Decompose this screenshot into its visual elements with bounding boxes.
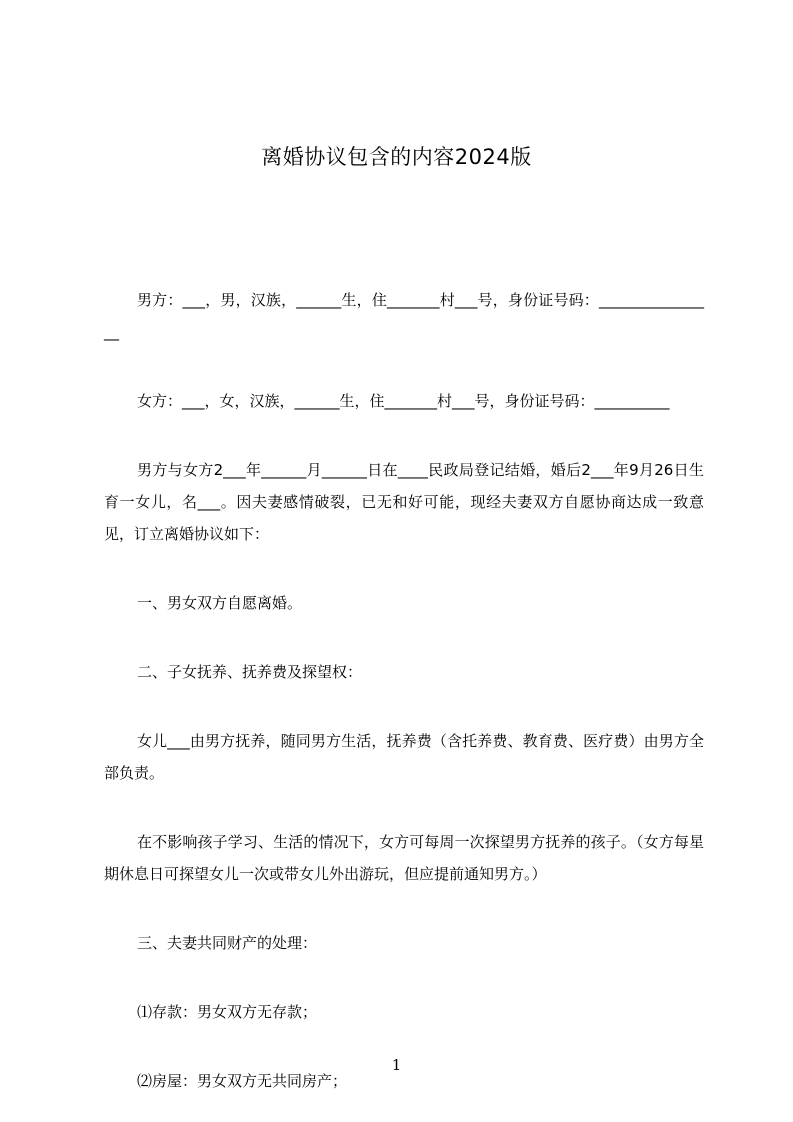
paragraph-marriage-background: 男方与女方2___年______月______日在____民政局登记结婚，婚后2___年9月26日生育一女儿，名___。因夫妻感情破裂，已无和好可能，现经夫妻双方自愿协商达成一致意见，订立离婚协议如下：: [104, 461, 704, 543]
clause-2-heading-child-custody: 二、子女抚养、抚养费及探望权：: [137, 663, 363, 681]
document-title: 离婚协议包含的内容2024版: [261, 145, 532, 169]
page-number: 1: [391, 1056, 402, 1074]
paragraph-female-party: 女方：___，女，汉族，______生，住_______村___号，身份证号码：__________: [137, 392, 670, 410]
paragraph-male-party: 男方：___，男，汉族，______生，住_______村___号，身份证号码：________________: [104, 291, 704, 341]
paragraph-visitation-rights: 在不影响孩子学习、生活的情况下，女方可每周一次探望男方抚养的孩子。（女方每星期休息日可探望女儿一次或带女儿外出游玩，但应提前通知男方。）: [104, 833, 704, 883]
list-item-savings: ⑴存款：男女双方无存款；: [137, 1003, 318, 1021]
paragraph-child-support: 女儿___由男方抚养，随同男方生活，抚养费（含托养费、教育费、医疗费）由男方全部负责。: [104, 732, 704, 782]
document-body: [104, 284, 704, 1122]
clause-1-voluntary-divorce: 一、男女双方自愿离婚。: [137, 594, 303, 612]
list-item-housing: ⑵房屋：男女双方无共同房产；: [137, 1072, 348, 1090]
clause-3-heading-joint-property: 三、夫妻共同财产的处理：: [137, 934, 318, 952]
